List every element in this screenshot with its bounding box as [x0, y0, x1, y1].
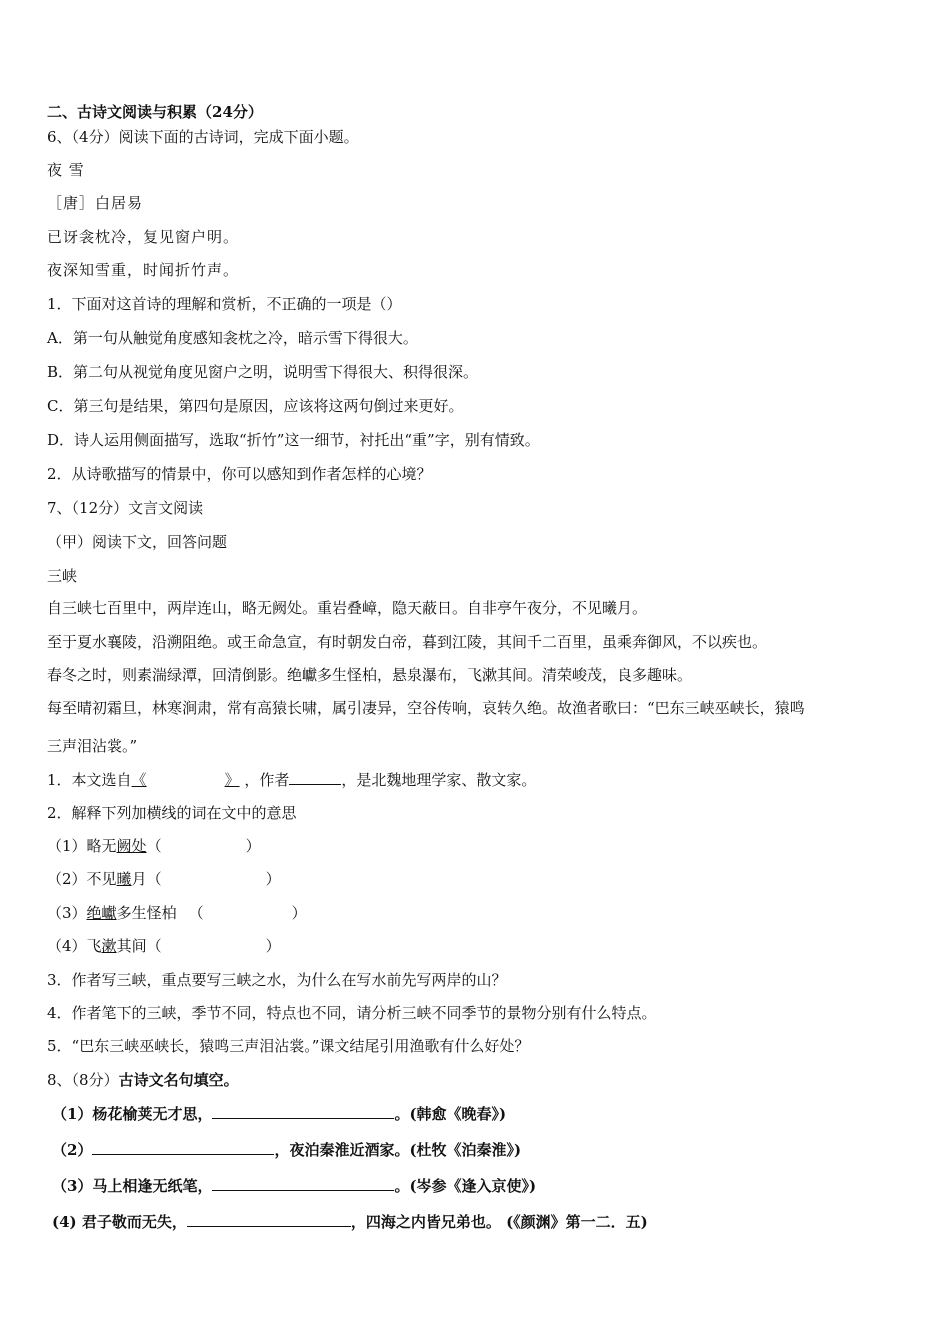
poem-line-2: 夜深知雪重，时闻折竹声。 [47, 261, 240, 279]
answer-paren-close: ） [265, 870, 281, 888]
q7-sub-5: 5．“巴东三峡巫峡长，猿鸣三声泪沾裳。”课文结尾引用渔歌有什么好处？ [47, 1037, 530, 1055]
section-title: 二、古诗文阅读与积累（24分） [47, 103, 263, 121]
q7-sub-1-text: 1．本文选自 [47, 771, 132, 789]
text-paragraph-1: 自三峡七百里中，两岸连山，略无阙处。重岩叠嶂，隐天蔽日。自非亭午夜分，不见曦月。 [47, 599, 648, 617]
fill-blank-2[interactable] [92, 1140, 274, 1155]
fill-blank-4[interactable] [187, 1212, 351, 1227]
text-paragraph-4-cont: 三声泪沾裳。” [47, 737, 138, 755]
underlined-word: 阙处 [116, 837, 147, 855]
q6-option-c: C．第三句是结果，第四句是原因，应该将这两句倒过来更好。 [47, 397, 464, 415]
fill-line-2: （2） ，夜泊秦淮近酒家。(杜牧《泊秦淮》) [52, 1141, 522, 1159]
author-blank[interactable] [289, 770, 341, 785]
q6-sub-1: 1．下面对这首诗的理解和赏析，不正确的一项是（） [47, 295, 402, 313]
word-item-2: （2）不见曦月（ ） [47, 870, 281, 888]
q7-sub-4: 4．作者笔下的三峡，季节不同，特点也不同，请分析三峡不同季节的景物分别有什么特点。 [47, 1004, 657, 1022]
text-title: 三峡 [47, 567, 78, 585]
q6-sub-2: 2．从诗歌描写的情景中，你可以感知到作者怎样的心境？ [47, 465, 432, 483]
poem-title: 夜 雪 [47, 161, 85, 179]
answer-paren-close: ） [265, 937, 281, 955]
fill-line-3: （3）马上相逢无纸笔， 。(岑参《逢入京使》) [52, 1177, 537, 1195]
word-item-3: （3）绝巘多生怪柏 （ ） [47, 904, 307, 922]
text-paragraph-4: 每至晴初霜旦，林寒涧肃，常有高猿长啸，属引凄异，空谷传响，哀转久绝。故渔者歌曰：“巴东三峡巫峡长，猿鸣 [47, 699, 805, 717]
poem-line-1: 已讶衾枕冷，复见窗户明。 [47, 228, 240, 246]
answer-paren-open: （ [146, 837, 162, 855]
q6-option-b: B．第二句从视觉角度见窗户之明，说明雪下得很大、积得很深。 [47, 363, 479, 381]
word-item-4: （4）飞漱其间（ ） [47, 937, 281, 955]
q7-sub-1-author: ，作者 [244, 771, 290, 789]
answer-paren-close: ） [245, 837, 261, 855]
q8-header: 8、（8分）古诗文名句填空。 [47, 1071, 239, 1089]
text-paragraph-3: 春冬之时，则素湍绿潭，回清倒影。绝巘多生怪柏，悬泉瀑布，飞漱其间。清荣峻茂，良多趣味。 [47, 666, 693, 684]
q6-option-d: D．诗人运用侧面描写，选取“折竹”这一细节，衬托出“重”字，别有情致。 [47, 431, 540, 449]
fill-blank-3[interactable] [212, 1176, 394, 1191]
q7-sub-3: 3．作者写三峡，重点要写三峡之水，为什么在写水前先写两岸的山？ [47, 971, 507, 989]
q6-header: 6、（4分）阅读下面的古诗词，完成下面小题。 [47, 128, 359, 146]
answer-paren-close: ） [291, 904, 307, 922]
poem-author: ［唐］白居易 [47, 194, 144, 212]
word-item-1: （1）略无阙处（ ） [47, 837, 261, 855]
underlined-word: 漱 [101, 937, 117, 955]
underlined-word: 绝巘 [86, 904, 117, 922]
text-paragraph-2: 至于夏水襄陵，沿溯阻绝。或王命急宣，有时朝发白帝，暮到江陵，其间千二百里，虽乘奔御风，不以疾也。 [47, 633, 768, 651]
answer-paren-open: （ [146, 937, 162, 955]
fill-line-1: （1）杨花榆荚无才思， 。(韩愈《晚春》) [52, 1105, 507, 1123]
q7-part: （甲）阅读下文，回答问题 [47, 533, 228, 551]
q7-header: 7、（12分）文言文阅读 [47, 499, 204, 517]
fill-blank-1[interactable] [212, 1104, 394, 1119]
answer-paren-open: （ [146, 870, 162, 888]
answer-paren-open: （ [188, 904, 204, 922]
underlined-word: 曦 [116, 870, 132, 888]
q7-sub-1-tail: ，是北魏地理学家、散文家。 [341, 771, 537, 789]
fill-line-4: (4) 君子敬而无失， ，四海之内皆兄弟也。 (《颜渊》第一二．五) [52, 1213, 648, 1231]
q7-sub-1 [47, 770, 536, 790]
q7-sub-2: 2．解释下列加横线的词在文中的意思 [47, 804, 297, 822]
q6-option-a: A．第一句从触觉角度感知衾枕之冷，暗示雪下得很大。 [47, 329, 418, 347]
book-title-blank[interactable]: 《 》 [131, 771, 240, 789]
